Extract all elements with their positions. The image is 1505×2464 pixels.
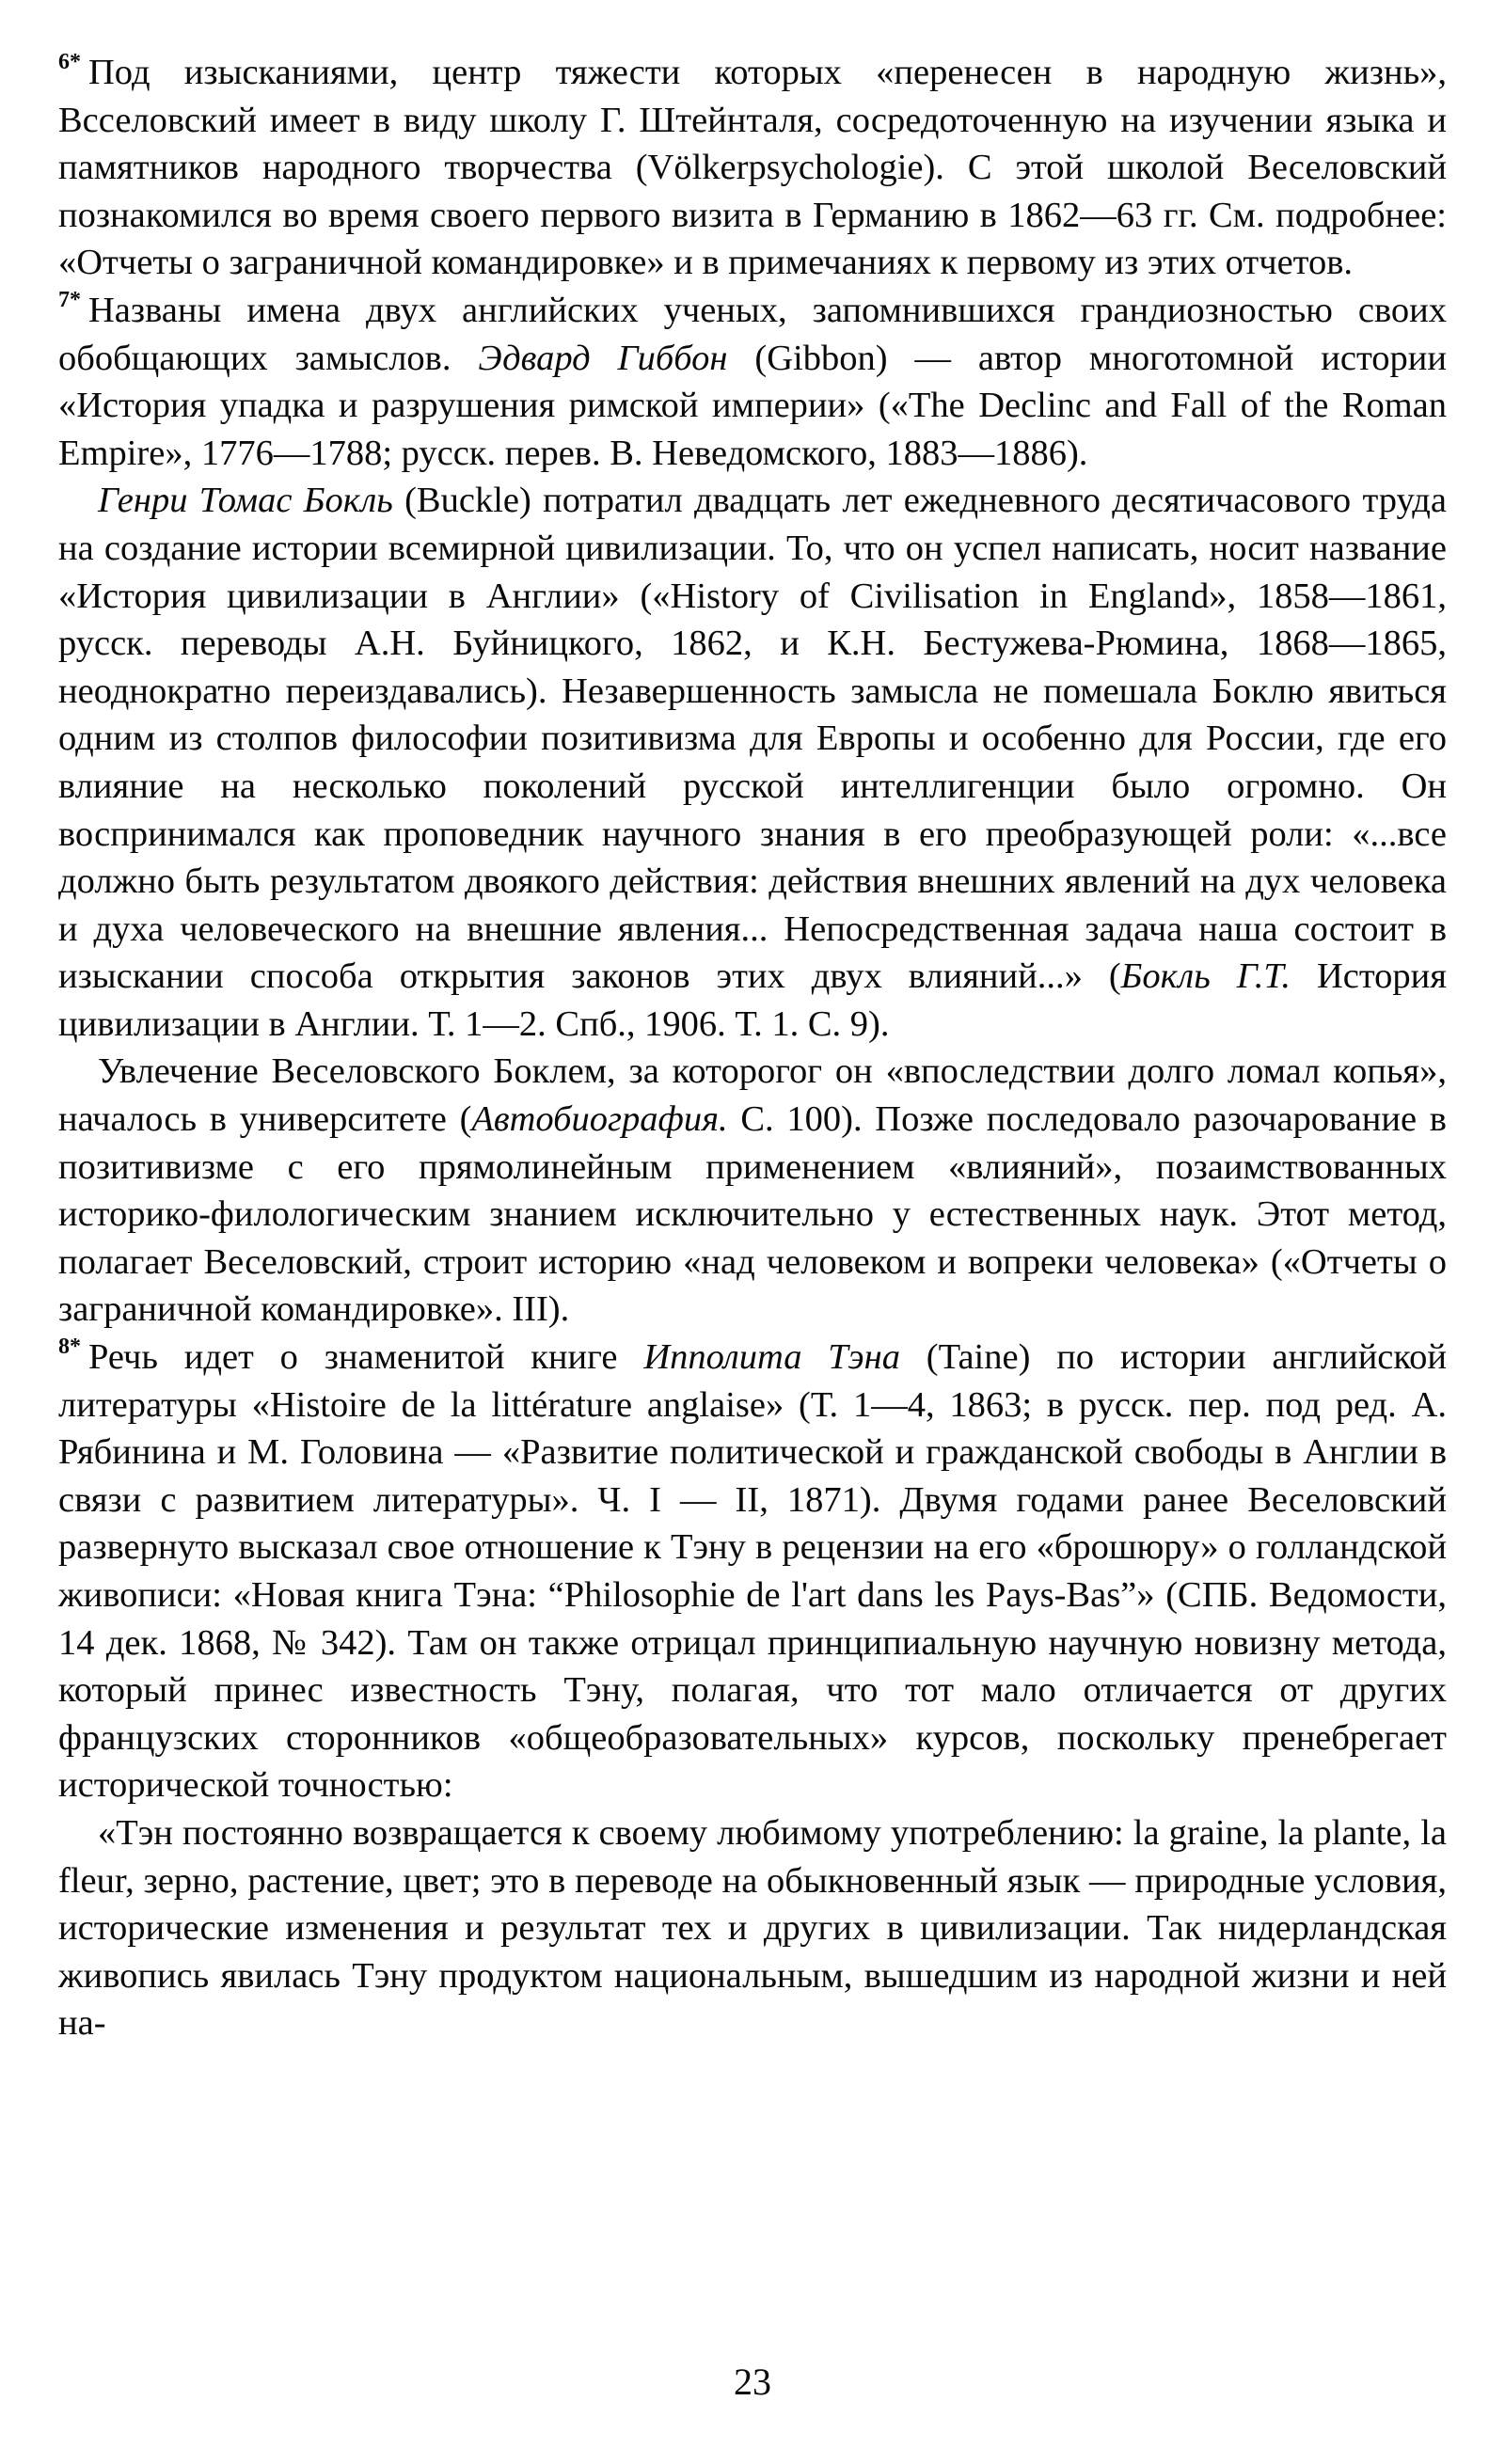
footnote-text: Речь идет о знаменитой книге	[88, 1337, 644, 1378]
footnote-paragraph	[58, 49, 1447, 287]
footnote-text: Под изысканиями, центр тяжести которых «перенесен в народную жизнь», Всселовский имеет в виду школу Г. Штейнталя, сосредоточенную на изучении языка и памятников народного творчества (Völkerpsychologie). С этой школой Веселовский познакомился во время своего первого визита в Германию в 1862—63 гг. См. подробнее: «Отчеты о заграничной командировке» и в примечаниях к первому из этих отчетов.	[58, 53, 1447, 283]
italic-name-text: Ипполита Тэна	[643, 1337, 901, 1378]
page-number: 23	[734, 2361, 771, 2403]
footnote-text: Названы имена двух английских ученых, запомнившихся грандиозностью своих обобщающих замыслов.	[58, 290, 1447, 378]
footnote-marker: 7*	[58, 287, 81, 312]
footnote-text: (Buckle) потратил двадцать лет ежедневного десятичасового труда на создание истории всемирной цивилизации. То, что он успел написать, носит название «История цивилизации в Англии» («History of Civilisation in England», 1858—1861, русск. переводы А.Н. Буйницкого, 1862, и К.Н. Бестужева-Рюмина, 1868—1865, неоднократно переиздавались). Незавершенность замысла не помешала Боклю явиться одним из столпов философии позитивизма для Европы и особенно для России, где его влияние на несколько поколений русской интеллигенции было огромно. Он воспринимался как проповедник научного знания в его преобразующей роли: «...все должно быть результатом двоякого действия: действия внешних явлений на дух человека и духа человеческого на внешние явления... Непосредственная задача наша состоит в изыскании способа открытия законов этих двух влияний...» (	[58, 481, 1447, 997]
footnote-text: Увлечение Веселовского Боклем, за которогог он «впоследствии долго ломал копья», началось в университете (	[58, 1051, 1447, 1140]
footnote-continuation-paragraph	[58, 477, 1447, 1048]
footnotes-body	[58, 49, 1447, 2047]
italic-name-text: Генри Томас Бокль	[98, 481, 393, 521]
footnote-continuation-paragraph	[58, 1809, 1447, 2047]
footnote-text: «Тэн постоянно возвращается к своему любимому употреблению: la graine, la plante, la fleur, зерно, растение, цвет; это в переводе на обыкновенный язык — природные условия, исторические изменения и результат тех и других в цивилизации. Так нидерландская живопись явилась Тэну продуктом национальным, вышедшим из народной жизни и ней на-	[58, 1812, 1447, 2044]
footnote-text: История цивилизации в Англии. Т. 1—2. Спб., 1906. Т. 1. С. 9).	[58, 956, 1447, 1044]
italic-name-text: Бокль Г.Т.	[1120, 956, 1291, 997]
footnote-continuation-paragraph	[58, 1048, 1447, 1334]
italic-name-text: Автобиография.	[471, 1099, 728, 1140]
footnote-text: С. 100). Позже последовало разочарование в позитивизме с его прямолинейным применением «влияний», позаимствованных историко-филологическим знанием исключительно у естественных наук. Этот метод, полагает Веселовский, строит историю «над человеком и вопреки человека» («Отчеты о заграничной командировке». III).	[58, 1099, 1447, 1330]
footnote-paragraph	[58, 1334, 1447, 1809]
footnote-text: (Taine) по истории английской литературы «Histoire de la littérature anglaise» (Т. 1—4, 1863; в русск. пер. под ред. А. Рябинина и М. Головина — «Развитие политической и гражданской свободы в Англии в связи с развитием литературы». Ч. I — II, 1871). Двумя годами ранее Веселовский развернуто высказал свое отношение к Тэну в рецензии на его «брошюру» о голландской живописи: «Новая книга Тэна: “Philosophie de l'art dans les Pays-Bas”» (СПБ. Ведомости, 14 дек. 1868, № 342). Там он также отрицал принципиальную научную новизну метода, который принес известность Тэну, полагая, что тот мало отличается от других французских сторонников «общеобразовательных» курсов, поскольку пренебрегает исторической точностью:	[58, 1337, 1447, 1806]
footnote-marker: 8*	[58, 1335, 81, 1360]
italic-name-text: Эдвард Гиббон	[478, 338, 728, 378]
footnote-paragraph	[58, 287, 1447, 477]
footnote-text: (Gibbon) — автор многотомной истории «История упадка и разрушения римской империи» («The Declinc and Fall of the Roman Empire», 1776—1788; русск. перев. В. Неведомского, 1883—1886).	[58, 338, 1447, 473]
footnote-marker: 6*	[58, 50, 81, 74]
